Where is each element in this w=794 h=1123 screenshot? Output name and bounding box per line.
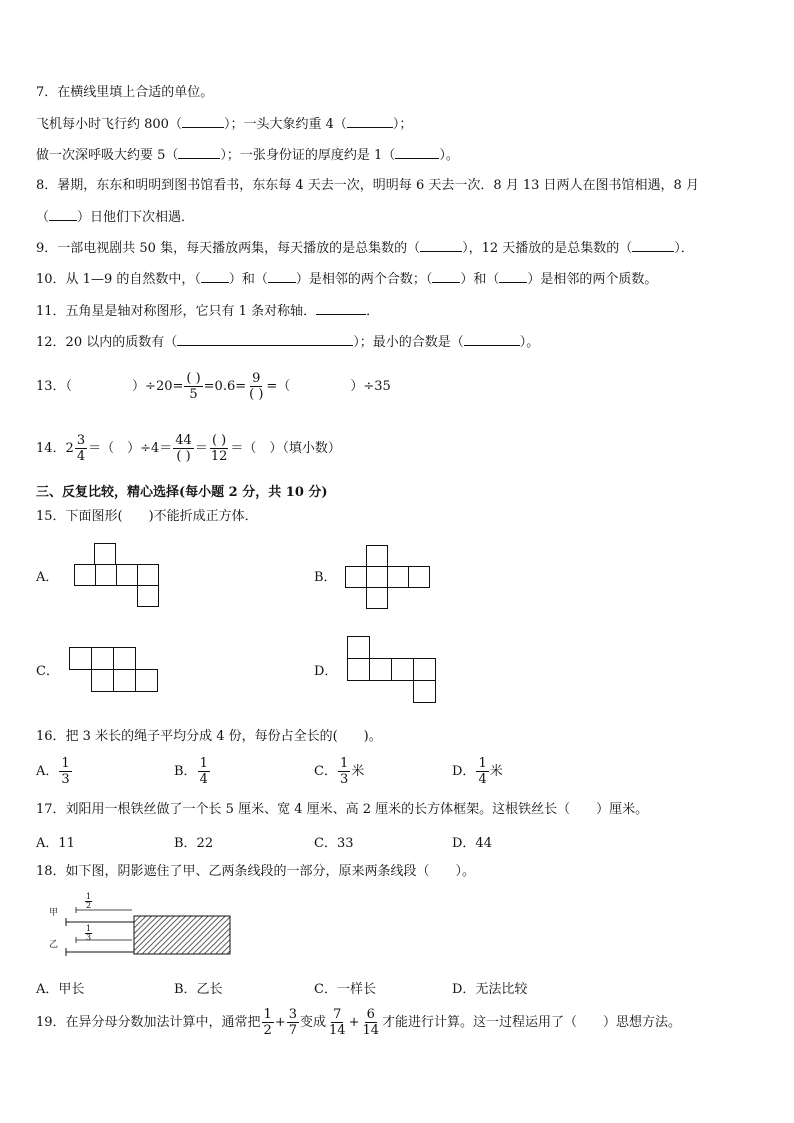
q18-option-b[interactable]: B．乙长 (174, 982, 223, 997)
option-c-label[interactable]: C． (36, 664, 59, 679)
q18-option-c[interactable]: C．一样长 (314, 982, 376, 997)
fraction-half: 1 2 (86, 892, 92, 910)
q18-title: 18．如下图，阴影遮住了甲、乙两条线段的一部分，原来两条线段（ ）。 (36, 864, 476, 879)
label-yi: 乙 (49, 940, 59, 950)
answer-blank[interactable] (268, 270, 296, 283)
answer-blank[interactable] (432, 270, 460, 283)
q16-option-b[interactable]: B． $\frac{1}{4}$ (174, 756, 208, 787)
answer-blank[interactable] (499, 270, 527, 283)
q18-option-d[interactable]: D．无法比较 (452, 982, 528, 997)
q7-title: 7．在横线里填上合适的单位。 (36, 85, 214, 100)
q12: 12．20 以内的质数有（ ）；最小的合数是（ ）。 (36, 335, 540, 350)
answer-blank[interactable] (395, 146, 439, 159)
answer-blank[interactable] (177, 333, 353, 346)
option-d-label[interactable]: D． (314, 664, 338, 679)
q16-option-d[interactable]: D． $\frac{1}{4}$ 米 (452, 756, 503, 787)
cube-net-a (74, 543, 160, 609)
fraction: $\frac{3}{4}$ (76, 433, 86, 464)
q7-line1: 飞机每小时飞行约 800（ ）；一头大象约重 4（ ）； (36, 117, 413, 132)
q9: 9．一部电视剧共 50 集，每天播放两集，每天播放的是总集数的（ ），12 天播放的是总集数的（ ）． (36, 241, 694, 256)
q16-title: 16．把 3 米长的绳子平均分成 4 份，每份占全长的( )。 (36, 729, 382, 744)
q17-option-d[interactable]: D．44 (452, 836, 492, 851)
q8-line2: （ ）日他们下次相遇． (36, 210, 195, 225)
option-b-label[interactable]: B． (314, 570, 337, 585)
q10: 10．从 1—9 的自然数中，（ ）和（ ）是相邻的两个合数；（ ）和（ ）是相邻的两个质数。 (36, 272, 658, 287)
cube-net-c (69, 647, 159, 693)
q8-line1: 8．暑期，东东和明明到图书馆看书，东东每 4 天去一次，明明每 6 天去一次．8 月 13 日两人在图书馆相遇，8 月 (36, 178, 699, 193)
answer-blank[interactable] (49, 208, 77, 221)
q14: 14．2 $\frac{3}{4}$ ＝（ ）÷4＝ $\frac{44}{( )}$ ＝ $\frac{( )}{12}$ ＝（ ）（填小数） (36, 433, 341, 464)
fraction: $\frac{9}{( )}$ (249, 371, 264, 402)
answer-blank[interactable] (347, 115, 393, 128)
fraction: $\frac{( )}{12}$ (210, 433, 228, 464)
answer-blank[interactable] (178, 146, 220, 159)
q11: 11．五角星是轴对称图形，它只有 1 条对称轴． ． (36, 304, 380, 319)
q17-option-c[interactable]: C．33 (314, 836, 354, 851)
q15-title: 15．下面图形( )不能折成正方体． (36, 509, 258, 524)
answer-blank[interactable] (464, 333, 520, 346)
q19: 19．在异分母分数加法计算中，通常把 $\frac{1}{2}$ + $\frac{3}{7}$ 变成 $\frac{7}{14}$ + $\frac{6}{14}$ 才能进行计算。这一过程运用了（ ）思想方法。 (36, 1007, 682, 1038)
fraction: $\frac{44}{( )}$ (175, 433, 192, 464)
q17-title: 17．刘阳用一根铁丝做了一个长 5 厘米、宽 4 厘米、高 2 厘米的长方体框架。这根铁丝长（ ）厘米。 (36, 802, 649, 817)
fraction: $\frac{( )}{5}$ (186, 371, 201, 402)
q17-option-b[interactable]: B．22 (174, 836, 214, 851)
answer-blank[interactable] (632, 239, 674, 252)
fraction-third: 1 3 (86, 924, 92, 942)
answer-blank[interactable] (420, 239, 462, 252)
section-heading: 三、反复比较，精心选择(每小题 2 分，共 10 分) (36, 485, 328, 500)
answer-blank[interactable] (316, 302, 366, 315)
q13: 13．（ ）÷20= $\frac{( )}{5}$ =0.6= $\frac{9}{( )}$ =（ ）÷35 (36, 371, 391, 402)
segment-diagram (58, 896, 238, 956)
answer-blank[interactable] (182, 115, 224, 128)
q7-line2: 做一次深呼吸大约要 5（ ）；一张身份证的厚度约是 1（ ）。 (36, 148, 459, 163)
cube-net-d (347, 636, 437, 706)
q17-option-a[interactable]: A．11 (36, 836, 75, 851)
q18-option-a[interactable]: A．甲长 (36, 982, 85, 997)
label-jia: 甲 (49, 908, 59, 918)
option-a-label[interactable]: A． (36, 570, 59, 585)
q16-option-a[interactable]: A． $\frac{1}{3}$ (36, 756, 70, 787)
answer-blank[interactable] (201, 270, 229, 283)
q16-option-c[interactable]: C． $\frac{1}{3}$ 米 (314, 756, 365, 787)
cube-net-b (345, 545, 431, 611)
